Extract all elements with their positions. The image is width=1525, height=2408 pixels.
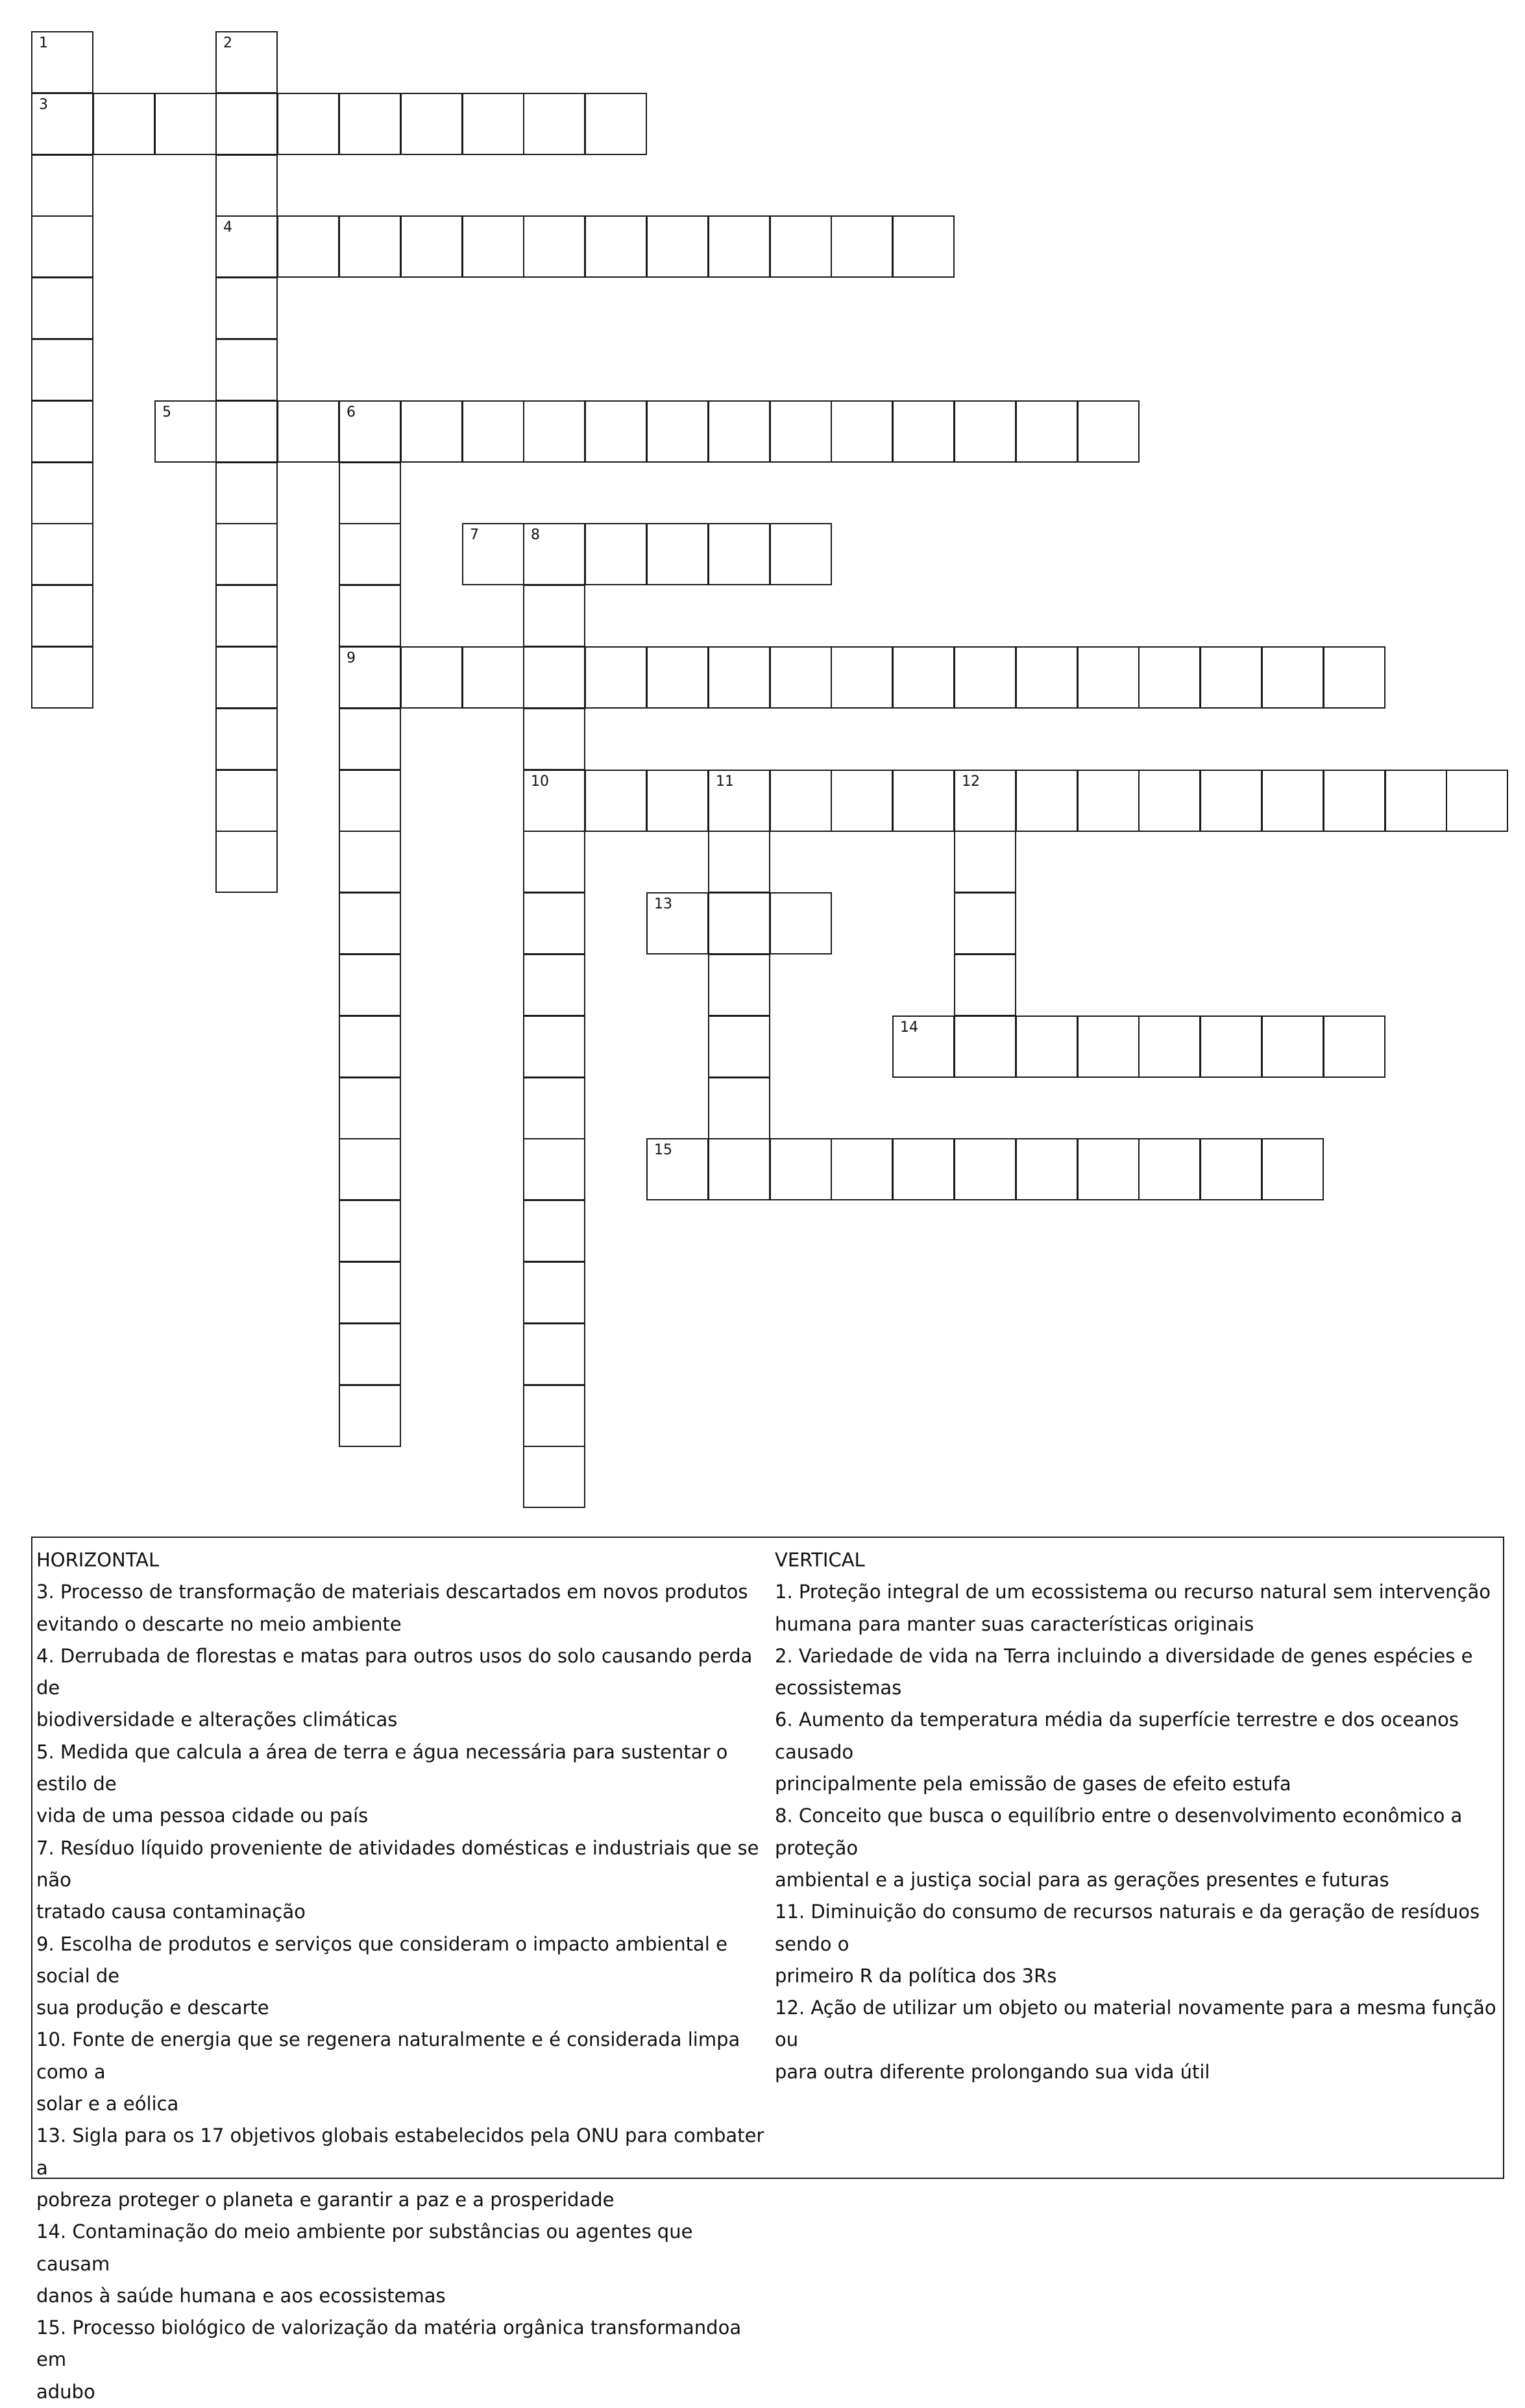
clue-v11-line2: primeiro R da política dos 3Rs [775, 1964, 1057, 1987]
grid-cell[interactable] [339, 708, 401, 770]
grid-cell[interactable] [31, 154, 93, 217]
grid-cell[interactable] [523, 1138, 585, 1200]
grid-cell[interactable] [585, 770, 647, 832]
clue-h9-line1: 9. Escolha de produtos e serviços que consideram o impacto ambiental e social de [36, 1932, 727, 1987]
grid-cell[interactable] [31, 277, 93, 339]
grid-cell[interactable] [154, 93, 217, 155]
grid-cell[interactable] [892, 215, 955, 278]
clue-number: 9 [347, 650, 356, 666]
grid-cell[interactable] [1262, 1138, 1324, 1200]
clue-h13-line1: 13. Sigla para os 17 objetivos globais estabelecidos pela ONU para combater a [36, 2124, 764, 2179]
grid-cell[interactable] [770, 892, 832, 955]
grid-cell[interactable] [462, 93, 524, 155]
grid-cell[interactable] [523, 1385, 585, 1447]
clue-h10-line2: solar e a eólica [36, 2093, 179, 2115]
grid-cell[interactable] [708, 400, 770, 463]
grid-cell[interactable] [1446, 770, 1508, 832]
grid-cell[interactable] [400, 93, 463, 155]
grid-cell[interactable] [1200, 770, 1262, 832]
grid-cell[interactable] [215, 154, 278, 217]
clue-number: 7 [470, 527, 479, 543]
grid-cell[interactable] [339, 523, 401, 585]
grid-cell[interactable] [523, 831, 585, 893]
clue-v6-line2: principalmente pela emissão de gases de efeito estufa [775, 1773, 1291, 1795]
grid-cell[interactable] [646, 892, 709, 955]
grid-cell[interactable] [400, 646, 463, 709]
grid-cell[interactable] [1077, 1138, 1140, 1200]
grid-cell[interactable] [892, 770, 955, 832]
clue-v6-line1: 6. Aumento da temperatura média da superfície terrestre e dos oceanos causado [775, 1709, 1459, 1763]
grid-cell[interactable] [339, 1323, 401, 1385]
clue-h10-line1: 10. Fonte de energia que se regenera naturalmente e é considerada limpa como a [36, 2028, 740, 2083]
clue-v8-line2: ambiental e a justiça social para as gerações presentes e futuras [775, 1868, 1389, 1891]
clue-h5-line2: vida de uma pessoa cidade ou país [36, 1805, 369, 1827]
grid-cell[interactable] [831, 400, 893, 463]
grid-cell[interactable] [708, 831, 770, 893]
grid-cell[interactable] [215, 523, 278, 585]
clue-h5-line1: 5. Medida que calcula a área de terra e água necessária para sustentar o estilo de [36, 1740, 728, 1795]
clues-box [31, 1537, 1504, 2403]
clue-h15-line1: 15. Processo biológico de valorização da matéria orgânica transformandoa em [36, 2317, 742, 2371]
grid-cell[interactable] [523, 93, 585, 155]
grid-cell[interactable] [1138, 646, 1201, 709]
grid-cell[interactable] [646, 400, 709, 463]
grid-cell[interactable] [339, 1138, 401, 1200]
grid-cell[interactable] [892, 1015, 955, 1078]
grid-cell[interactable] [31, 646, 93, 709]
grid-cell[interactable] [523, 954, 585, 1016]
grid-cell[interactable] [462, 523, 524, 585]
grid-cell[interactable] [1200, 1015, 1262, 1078]
grid-cell[interactable] [31, 400, 93, 463]
grid-cell[interactable] [215, 831, 278, 893]
grid-cell[interactable] [215, 339, 278, 401]
grid-cell[interactable] [339, 954, 401, 1016]
grid-cell[interactable] [1262, 1015, 1324, 1078]
grid-cell[interactable] [1138, 1138, 1201, 1200]
grid-cell[interactable] [954, 770, 1016, 832]
grid-cell[interactable] [708, 646, 770, 709]
grid-cell[interactable] [31, 31, 93, 93]
grid-cell[interactable] [1016, 400, 1078, 463]
grid-cell[interactable] [215, 462, 278, 524]
grid-cell[interactable] [339, 1077, 401, 1139]
grid-cell[interactable] [1077, 1015, 1140, 1078]
grid-cell[interactable] [523, 646, 585, 709]
grid-cell[interactable] [585, 646, 647, 709]
grid-cell[interactable] [31, 93, 93, 155]
grid-cell[interactable] [339, 1200, 401, 1262]
grid-cell[interactable] [954, 646, 1016, 709]
grid-cell[interactable] [1323, 646, 1385, 709]
grid-cell[interactable] [708, 892, 770, 955]
grid-cell[interactable] [339, 770, 401, 832]
grid-cell[interactable] [646, 1138, 709, 1200]
horizontal-heading: HORIZONTAL [36, 1549, 160, 1571]
grid-cell[interactable] [708, 215, 770, 278]
grid-cell[interactable] [585, 93, 647, 155]
clue-h14-line2: danos à saúde humana e aos ecossistemas [36, 2284, 446, 2307]
grid-cell[interactable] [770, 770, 832, 832]
grid-cell[interactable] [770, 215, 832, 278]
clue-v12-line1: 12. Ação de utilizar um objeto ou material novamente para a mesma função ou [775, 1997, 1496, 2051]
grid-cell[interactable] [523, 1077, 585, 1139]
grid-cell[interactable] [339, 585, 401, 647]
grid-cell[interactable] [215, 215, 278, 278]
grid-cell[interactable] [462, 400, 524, 463]
grid-cell[interactable] [523, 1015, 585, 1078]
grid-cell[interactable] [277, 400, 339, 463]
grid-cell[interactable] [831, 770, 893, 832]
grid-cell[interactable] [1016, 1015, 1078, 1078]
grid-cell[interactable] [1077, 646, 1140, 709]
clue-h14-line1: 14. Contaminação do meio ambiente por substâncias ou agentes que causam [36, 2220, 693, 2275]
grid-cell[interactable] [215, 708, 278, 770]
clue-h7-line1: 7. Resíduo líquido proveniente de atividades domésticas e industriais que se não [36, 1836, 759, 1891]
clue-h7-line2: tratado causa contaminação [36, 1901, 306, 1923]
clue-v2-line1: 2. Variedade de vida na Terra incluindo a diversidade de genes espécies e [775, 1644, 1473, 1667]
clue-h9-line2: sua produção e descarte [36, 1997, 269, 2019]
clue-h13-line2: pobreza proteger o planeta e garantir a paz e a prosperidade [36, 2188, 615, 2211]
clue-v8-line1: 8. Conceito que busca o equilíbrio entre o desenvolvimento econômico a proteção [775, 1805, 1463, 1859]
grid-cell[interactable] [339, 462, 401, 524]
clue-number: 2 [223, 35, 232, 51]
grid-cell[interactable] [708, 1015, 770, 1078]
grid-cell[interactable] [523, 1323, 585, 1385]
grid-cell[interactable] [523, 770, 585, 832]
clue-h4-line2: biodiversidade e alterações climáticas [36, 1709, 398, 1731]
clue-v2-line2: ecossistemas [775, 1677, 902, 1699]
grid-cell[interactable] [154, 400, 217, 463]
clue-h15-line2: adubo [36, 2380, 95, 2403]
grid-cell[interactable] [215, 93, 278, 155]
grid-cell[interactable] [400, 215, 463, 278]
grid-cell[interactable] [1077, 400, 1140, 463]
vertical-clues [775, 1544, 1502, 2088]
clue-h3-line1: 3. Processo de transformação de materiais descartados em novos produtos [36, 1581, 748, 1603]
grid-cell[interactable] [708, 954, 770, 1016]
clue-v11-line1: 11. Diminuição do consumo de recursos naturais e da geração de resíduos sendo o [775, 1901, 1480, 1955]
grid-cell[interactable] [1200, 646, 1262, 709]
grid-cell[interactable] [523, 1446, 585, 1508]
grid-cell[interactable] [831, 215, 893, 278]
grid-cell[interactable] [523, 892, 585, 955]
grid-cell[interactable] [585, 215, 647, 278]
clue-number: 4 [223, 219, 232, 236]
clue-number: 3 [39, 97, 48, 113]
grid-cell[interactable] [954, 831, 1016, 893]
grid-cell[interactable] [954, 400, 1016, 463]
grid-cell[interactable] [708, 1138, 770, 1200]
grid-cell[interactable] [339, 1015, 401, 1078]
grid-cell[interactable] [1323, 1015, 1385, 1078]
clue-h3-line2: evitando o descarte no meio ambiente [36, 1612, 402, 1635]
grid-cell[interactable] [1077, 770, 1140, 832]
grid-cell[interactable] [646, 770, 709, 832]
grid-cell[interactable] [954, 1138, 1016, 1200]
clue-number: 13 [654, 896, 672, 912]
vertical-heading: VERTICAL [775, 1549, 865, 1571]
grid-cell[interactable] [831, 646, 893, 709]
grid-cell[interactable] [462, 646, 524, 709]
grid-cell[interactable] [770, 523, 832, 585]
grid-cell[interactable] [339, 215, 401, 278]
grid-cell[interactable] [585, 400, 647, 463]
grid-cell[interactable] [523, 215, 585, 278]
grid-cell[interactable] [708, 523, 770, 585]
grid-cell[interactable] [215, 770, 278, 832]
grid-cell[interactable] [31, 339, 93, 401]
grid-cell[interactable] [400, 400, 463, 463]
grid-cell[interactable] [523, 708, 585, 770]
grid-cell[interactable] [1323, 770, 1385, 832]
grid-cell[interactable] [1262, 770, 1324, 832]
grid-cell[interactable] [339, 831, 401, 893]
clue-number: 8 [531, 527, 540, 543]
grid-cell[interactable] [708, 1077, 770, 1139]
grid-cell[interactable] [339, 1385, 401, 1447]
grid-cell[interactable] [954, 1015, 1016, 1078]
grid-cell[interactable] [708, 770, 770, 832]
grid-cell[interactable] [1385, 770, 1447, 832]
grid-cell[interactable] [892, 1138, 955, 1200]
clue-number: 15 [654, 1142, 672, 1158]
grid-cell[interactable] [339, 400, 401, 463]
grid-cell[interactable] [277, 215, 339, 278]
grid-cell[interactable] [93, 93, 155, 155]
grid-cell[interactable] [646, 646, 709, 709]
clue-number: 14 [900, 1019, 918, 1036]
grid-cell[interactable] [339, 93, 401, 155]
grid-cell[interactable] [462, 215, 524, 278]
clue-v1-line2: humana para manter suas características originais [775, 1612, 1254, 1635]
grid-cell[interactable] [1200, 1138, 1262, 1200]
grid-cell[interactable] [646, 215, 709, 278]
grid-cell[interactable] [339, 646, 401, 709]
grid-cell[interactable] [31, 215, 93, 278]
grid-cell[interactable] [215, 646, 278, 709]
grid-cell[interactable] [523, 1200, 585, 1262]
grid-cell[interactable] [339, 1261, 401, 1324]
grid-cell[interactable] [1262, 646, 1324, 709]
grid-cell[interactable] [1016, 646, 1078, 709]
grid-cell[interactable] [892, 646, 955, 709]
grid-cell[interactable] [585, 523, 647, 585]
clue-number: 10 [531, 773, 549, 790]
grid-cell[interactable] [1138, 770, 1201, 832]
clue-number: 1 [39, 35, 48, 51]
grid-cell[interactable] [1016, 1138, 1078, 1200]
grid-cell[interactable] [770, 400, 832, 463]
grid-cell[interactable] [31, 462, 93, 524]
grid-cell[interactable] [770, 1138, 832, 1200]
grid-cell[interactable] [215, 277, 278, 339]
grid-cell[interactable] [31, 523, 93, 585]
grid-cell[interactable] [215, 31, 278, 93]
grid-cell[interactable] [646, 523, 709, 585]
clue-v1-line1: 1. Proteção integral de um ecossistema ou recurso natural sem intervenção [775, 1581, 1491, 1603]
grid-cell[interactable] [339, 892, 401, 955]
grid-cell[interactable] [523, 585, 585, 647]
grid-cell[interactable] [215, 400, 278, 463]
grid-cell[interactable] [523, 523, 585, 585]
grid-cell[interactable] [954, 954, 1016, 1016]
grid-cell[interactable] [215, 585, 278, 647]
grid-cell[interactable] [831, 1138, 893, 1200]
grid-cell[interactable] [954, 892, 1016, 955]
grid-cell[interactable] [31, 585, 93, 647]
clue-number: 5 [162, 404, 171, 420]
clue-number: 12 [962, 773, 980, 790]
grid-cell[interactable] [1138, 1015, 1201, 1078]
grid-cell[interactable] [1016, 770, 1078, 832]
clue-v12-line2: para outra diferente prolongando sua vida útil [775, 2060, 1210, 2083]
grid-cell[interactable] [892, 400, 955, 463]
horizontal-clues [36, 1544, 770, 2408]
grid-cell[interactable] [523, 400, 585, 463]
clue-number: 6 [347, 404, 356, 420]
clue-number: 11 [716, 773, 734, 790]
grid-cell[interactable] [523, 1261, 585, 1324]
clue-h4-line1: 4. Derrubada de florestas e matas para outros usos do solo causando perda de [36, 1644, 753, 1699]
grid-cell[interactable] [770, 646, 832, 709]
grid-cell[interactable] [277, 93, 339, 155]
